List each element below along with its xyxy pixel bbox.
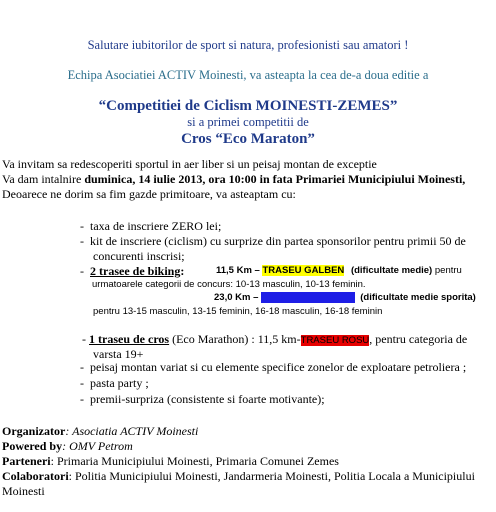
- cros-label: 1 traseu de cros: [89, 332, 170, 346]
- bullet-dash: -: [80, 360, 90, 374]
- list-item-kit: [80, 234, 466, 249]
- competition-title: “Competitiei de Ciclism MOINESTI-ZEMES”: [98, 98, 398, 114]
- powered-line: [2, 439, 133, 454]
- organizer-line: [2, 424, 198, 439]
- intro-line-2: [2, 172, 465, 187]
- cros-title: Cros “Eco Maraton”: [181, 131, 315, 147]
- intro-line-2-prefix: Va dam intalnire: [2, 172, 82, 186]
- list-item-fee: [80, 219, 221, 234]
- partners-label: Parteneri: [2, 454, 51, 468]
- biking-label: 2 trasee de biking: [90, 264, 181, 278]
- route-yellow-km: 11,5 Km –: [216, 265, 260, 276]
- route-red-badge: TRASEU ROSU: [300, 335, 370, 346]
- event-date: duminica, 14 iulie 2013, ora 10:00 in fata Primariei Municipiului Moinesti,: [81, 172, 466, 186]
- and-first-line: si a primei competitii de: [187, 115, 309, 129]
- route-blue-difficulty: (dificultate medie sporita): [360, 292, 476, 303]
- organizer-value: : Asociatia ACTIV Moinesti: [65, 424, 199, 438]
- collaborators-cont: Moinesti: [2, 484, 45, 498]
- list-item-prizes-text: premii-surpriza (consistente si foarte motivante);: [90, 392, 325, 406]
- route-yellow-badge: TRASEU GALBEN: [262, 265, 345, 276]
- cros-tail: , pentru categoria de: [369, 332, 468, 346]
- partners-line: [2, 454, 339, 469]
- collaborators-value: : Politia Municipiului Moinesti, Jandarmeria Moinesti, Politia Locala a Municipiului: [68, 469, 475, 483]
- bullet-dash: -: [82, 332, 89, 346]
- list-item-kit-cont: concurenti inscrisi;: [93, 249, 185, 263]
- partners-value: : Primaria Municipiului Moinesti, Primaria Comunei Zemes: [50, 454, 339, 468]
- cros-age: varsta 19+: [93, 347, 144, 361]
- collaborators-line: [2, 469, 475, 484]
- list-item-kit-text: kit de inscriere (ciclism) cu surprize din partea sponsorilor pentru primii 50 de: [90, 234, 466, 248]
- route-yellow-line: [216, 265, 462, 276]
- route-yellow-difficulty: (dificultate medie): [350, 265, 433, 276]
- list-item-pasta: [80, 376, 149, 391]
- list-item-landscape: [80, 360, 466, 375]
- route-blue-line: [214, 292, 476, 303]
- list-item-cros: [82, 332, 467, 347]
- bullet-dash: -: [80, 234, 90, 248]
- greeting-line: Salutare iubitorilor de sport si natura, profesionisti sau amatori !: [87, 38, 409, 52]
- list-item-pasta-text: pasta party ;: [90, 376, 149, 390]
- bullet-dash: -: [80, 376, 90, 390]
- cros-desc: (Eco Marathon) : 11,5 km-: [172, 332, 301, 346]
- route-blue-categories: pentru 13-15 masculin, 13-15 feminin, 16-18 masculin, 16-18 feminin: [93, 306, 383, 317]
- collaborators-label: Colaboratori: [2, 469, 69, 483]
- powered-value: : OMV Petrom: [62, 439, 133, 453]
- list-item-landscape-text: peisaj montan variat si cu elemente specifice zonelor de exploatare petroliera ;: [90, 360, 467, 374]
- bullet-dash: -: [80, 264, 90, 278]
- list-item-prizes: [80, 392, 325, 407]
- biking-colon: :: [180, 264, 185, 278]
- powered-label: Powered by: [2, 439, 63, 453]
- route-yellow-categories: urmatoarele categorii de concurs: 10-13 masculin, 10-13 feminin.: [92, 279, 366, 290]
- list-item-fee-text: taxa de inscriere ZERO lei;: [90, 219, 222, 233]
- intro-line-3: Deoarece ne dorim sa fim gazde primitoare, va asteaptam cu:: [2, 187, 296, 201]
- intro-line-1: Va invitam sa redescoperiti sportul in aer liber si un peisaj montan de exceptie: [2, 157, 377, 171]
- bullet-dash: -: [80, 219, 90, 233]
- bullet-dash: -: [80, 392, 90, 406]
- route-blue-km: 23,0 Km –: [214, 292, 259, 303]
- route-blue-badge: TRASEU ALBASTRU: [261, 292, 355, 303]
- organizer-label: Organizator: [2, 424, 66, 438]
- route-yellow-tail: pentru: [434, 265, 462, 276]
- team-line: Echipa Asociatiei ACTIV Moinesti, va asteapta la cea de-a doua editie a: [67, 68, 429, 82]
- list-item-biking: [80, 264, 184, 279]
